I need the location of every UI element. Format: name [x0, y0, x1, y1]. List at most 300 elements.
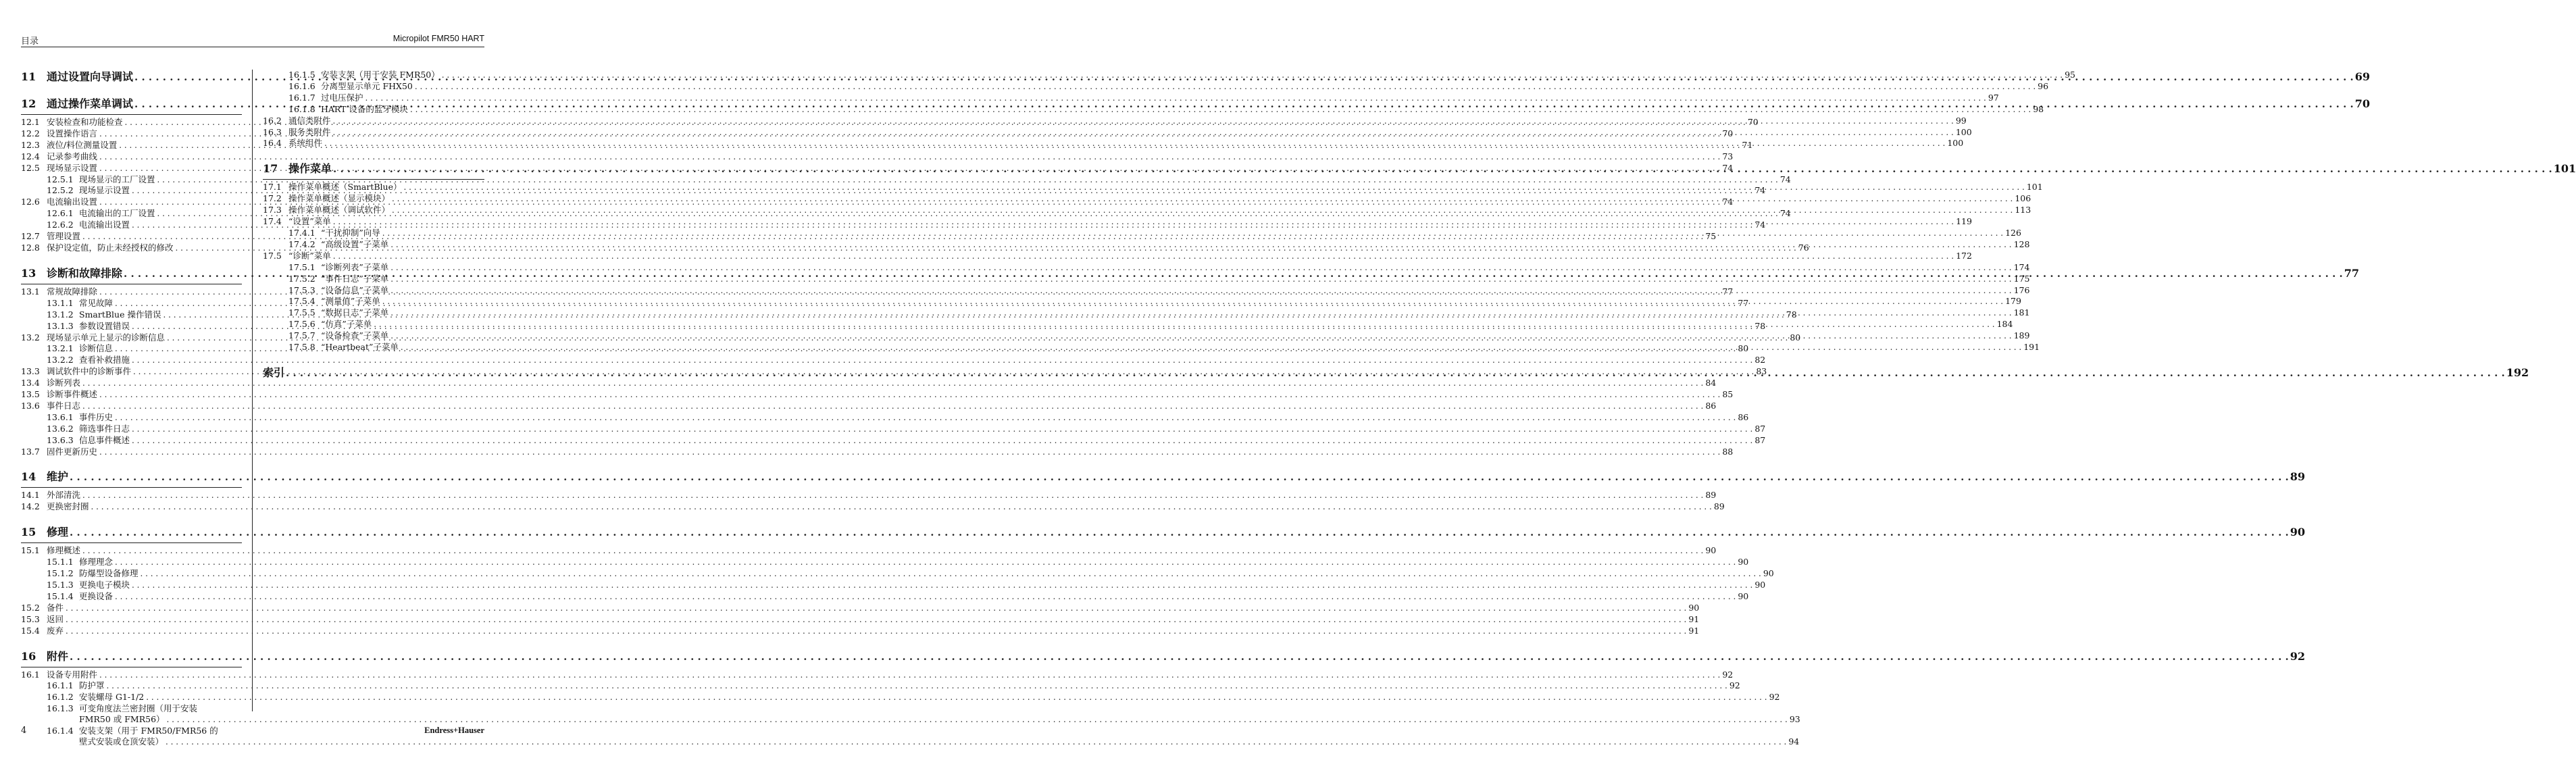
toc-chapter-heading	[21, 525, 2306, 540]
entry-number: 17.5.5	[288, 307, 315, 318]
entry-page-number: 80	[1738, 343, 1749, 354]
entry-number: 13.4	[21, 378, 40, 388]
entry-number: 16.2	[263, 115, 282, 126]
entry-page-number: 189	[2013, 330, 2030, 341]
entry-number: 17.5.4	[288, 296, 315, 307]
entry-page-number: 113	[2015, 205, 2031, 216]
entry-number: 16.1.5	[288, 70, 315, 80]
entry-title: “仿真”子菜单	[321, 319, 372, 330]
toc-entry[interactable]	[21, 378, 1717, 389]
entry-number: 12.5	[21, 162, 40, 173]
entry-title-continued: 壁式安装或仓顶安装）	[79, 736, 164, 747]
toc-entry[interactable]	[263, 103, 2044, 116]
dot-leader	[70, 649, 2289, 664]
header-document-title: Micropilot FMR50 HART	[393, 34, 484, 43]
dot-leader	[390, 285, 2011, 297]
entry-page-number: 101	[2553, 162, 2576, 176]
entry-number: 13.1.3	[47, 320, 74, 331]
entry-number: 17.5.1	[288, 261, 315, 272]
entry-title: 防护罩	[79, 680, 105, 691]
entry-title: 设备专用附件	[47, 669, 98, 680]
entry-title: 系统组件	[288, 138, 323, 149]
toc-entry[interactable]	[263, 216, 1972, 228]
entry-page-number: 176	[2013, 284, 2030, 295]
entry-number: 12.2	[21, 128, 40, 138]
entry-number: 12.5.1	[47, 174, 74, 184]
entry-title: 服务类附件	[288, 126, 331, 137]
dot-leader	[390, 262, 2011, 274]
entry-page-number: 74	[1779, 174, 1791, 184]
entry-page-number: 74	[1754, 185, 1766, 196]
entry-page-number: 83	[1756, 366, 1767, 377]
dot-leader	[82, 490, 1703, 501]
dot-leader	[404, 182, 2025, 193]
toc-entry[interactable]	[21, 423, 1766, 435]
entry-title: 更换电子模块	[79, 580, 130, 590]
dot-leader	[66, 626, 1686, 637]
entry-page-number: 96	[2038, 80, 2049, 91]
entry-number: 16.1	[21, 669, 40, 680]
entry-title: 电流输出设置	[47, 197, 98, 207]
entry-page-number: 90	[1754, 580, 1766, 590]
entry-number: 13.6.1	[47, 411, 74, 422]
dot-leader	[70, 525, 2289, 540]
entry-page-number: 78	[1786, 309, 1797, 320]
entry-number: 12.1	[21, 117, 40, 127]
dot-leader	[99, 447, 1720, 458]
entry-number: 13.1.1	[47, 297, 74, 308]
dot-leader	[365, 93, 1986, 104]
entry-page-number: 126	[2005, 227, 2021, 238]
toc-chapter-heading	[21, 649, 2306, 664]
dot-leader	[115, 591, 1736, 603]
dot-leader	[132, 580, 1752, 591]
entry-title: 记录参考曲线	[47, 151, 98, 161]
entry-number: 12.8	[21, 242, 40, 253]
entry-title: “数据日志”子菜单	[321, 307, 389, 318]
entry-number: 13.6.2	[47, 423, 74, 434]
entry-number: 13	[21, 266, 36, 280]
entry-title: 常见故障	[79, 297, 113, 308]
toc-entry[interactable]	[21, 151, 1734, 163]
entry-title: 液位/料位测量设置	[47, 139, 118, 150]
entry-page-number: 184	[1996, 319, 2013, 330]
toc-chapter-entry[interactable]	[21, 649, 2306, 664]
toc-chapter-entry[interactable]	[21, 525, 2306, 540]
toc-entry[interactable]	[21, 625, 1700, 637]
entry-page-number: 77	[1738, 297, 1749, 308]
entry-number: 13.2.2	[47, 355, 74, 365]
entry-title: “设置”菜单	[288, 216, 331, 227]
entry-number: 13.1.2	[47, 309, 74, 320]
entry-page-number: 70	[1747, 117, 1759, 127]
entry-page-number: 90	[1688, 602, 1700, 613]
entry-title: 通信类附件	[288, 115, 331, 126]
entry-number: 17.3	[263, 205, 282, 216]
entry-page-number: 69	[2354, 70, 2371, 83]
entry-page-number: 92	[1769, 692, 1780, 703]
entry-title: 安装螺母 G1-1/2	[79, 692, 145, 703]
toc-entry[interactable]	[21, 389, 1734, 401]
entry-page-number: 192	[2506, 365, 2529, 379]
entry-title: 附件	[47, 649, 69, 663]
entry-title: 操作菜单	[288, 162, 332, 176]
entry-number: 17.5.3	[288, 284, 315, 295]
dot-leader	[333, 127, 1954, 138]
dot-leader	[132, 424, 1752, 435]
entry-page-number: 101	[2026, 182, 2043, 193]
toc-entry[interactable]	[21, 580, 1766, 591]
dot-leader	[415, 81, 2036, 93]
entry-title: 安装支架（用于 FMR50/FMR56 的	[79, 726, 218, 736]
entry-page-number: 98	[2033, 103, 2044, 114]
dot-leader	[442, 70, 2063, 81]
entry-page-number: 78	[1754, 320, 1766, 331]
entry-title: 操作菜单概述（显示模块）	[288, 193, 390, 204]
entry-number: 17.1	[263, 182, 282, 193]
toc-entry[interactable]	[263, 92, 1999, 104]
entry-title: “Heartbeat”子菜单	[321, 342, 399, 353]
entry-number: 13.6.3	[47, 434, 74, 445]
dot-leader	[390, 330, 2011, 342]
entry-page-number: 89	[1713, 501, 1725, 512]
dot-leader	[286, 365, 2505, 380]
entry-title: HART 设备的蓝牙模块	[321, 103, 408, 114]
entry-number: 15.1.2	[47, 568, 74, 579]
dot-leader	[66, 603, 1686, 614]
dot-leader	[333, 216, 1954, 228]
entry-number: 16.1.6	[288, 80, 315, 91]
entry-page-number: 74	[1754, 220, 1766, 230]
entry-number: 17.5.8	[288, 342, 315, 353]
footer-page-number: 4	[21, 726, 27, 736]
entry-title: 可变角度法兰密封圈（用于安装	[79, 703, 198, 714]
header-section-title: 目录	[21, 36, 39, 47]
toc-entry[interactable]	[263, 80, 2049, 93]
entry-number: 17.5.7	[288, 330, 315, 341]
entry-page-number: 89	[2290, 470, 2306, 484]
entry-page-number: 82	[1754, 355, 1766, 365]
toc-entry[interactable]	[21, 590, 1749, 603]
entry-title: 固件更新历史	[47, 446, 98, 457]
entry-page-number: 191	[2023, 342, 2040, 353]
toc-entry[interactable]	[21, 490, 1717, 501]
toc-entry[interactable]	[21, 501, 1725, 513]
entry-number: 16.1.7	[288, 92, 315, 103]
entry-number: 16.1.3	[47, 703, 74, 714]
entry-title: 备件	[47, 602, 64, 613]
entry-number: 15.1	[21, 545, 40, 556]
toc-entry[interactable]	[21, 703, 1800, 726]
toc-entry[interactable]	[21, 692, 1780, 703]
entry-number: 15.1.4	[47, 590, 74, 601]
entry-title: “设备检查”子菜单	[321, 330, 389, 341]
toc-entry[interactable]	[21, 355, 1766, 366]
toc-entry[interactable]	[21, 557, 1749, 568]
entry-title: 索引	[263, 365, 285, 379]
dot-leader	[167, 714, 1788, 726]
entry-number: 15.3	[21, 613, 40, 624]
entry-number: 13.2	[21, 332, 40, 343]
entry-title-continued: FMR50 或 FMR56）	[79, 714, 165, 725]
toc-entry[interactable]	[21, 568, 1774, 580]
dot-leader	[390, 239, 2011, 251]
entry-number: 17.5.2	[288, 273, 315, 284]
entry-page-number: 70	[2354, 97, 2371, 110]
entry-page-number: 91	[1688, 613, 1700, 624]
entry-page-number: 94	[1788, 736, 1800, 747]
entry-page-number: 90	[2290, 526, 2306, 539]
toc-entry[interactable]	[21, 411, 1749, 424]
entry-page-number: 74	[1722, 197, 1734, 207]
toc-entry[interactable]	[21, 446, 1734, 458]
entry-page-number: 89	[1705, 490, 1717, 501]
toc-entry[interactable]	[263, 273, 2030, 285]
entry-number: 17.4.1	[288, 227, 315, 238]
entry-number: 11	[21, 70, 36, 83]
entry-title: 安装支架（用于安装 FMR50）	[321, 70, 440, 80]
entry-title: 筛选事件日志	[79, 423, 130, 434]
dot-leader	[324, 138, 1945, 149]
entry-page-number: 128	[2013, 238, 2030, 249]
entry-page-number: 85	[1722, 389, 1734, 400]
entry-page-number: 86	[1738, 411, 1749, 422]
entry-page-number: 75	[1705, 231, 1717, 242]
entry-title: 查看补救措施	[79, 355, 130, 365]
dot-leader	[132, 435, 1752, 447]
entry-number: 13.1	[21, 286, 40, 297]
entry-page-number: 76	[1798, 242, 1809, 253]
entry-number: 16.1.2	[47, 692, 74, 703]
entry-page-number: 84	[1705, 378, 1717, 388]
entry-page-number: 74	[1779, 208, 1791, 219]
entry-number: 14	[21, 470, 36, 484]
entry-title: 信息事件概述	[79, 434, 130, 445]
entry-title: 诊断事件概述	[47, 389, 98, 400]
toc-chapter-entry[interactable]	[21, 470, 2306, 484]
entry-number: 15.1.3	[47, 580, 74, 590]
entry-page-number: 87	[1754, 434, 1766, 445]
dot-leader	[401, 342, 2021, 353]
entry-number: 13.7	[21, 446, 40, 457]
entry-number: 14.1	[21, 490, 40, 501]
entry-title-line	[79, 703, 1800, 714]
entry-title: 现场显示单元上显示的诊断信息	[47, 332, 166, 343]
footer-brand-logo: Endress+Hauser	[424, 726, 484, 735]
entry-page-number: 77	[2344, 266, 2360, 280]
entry-page-number: 90	[1738, 557, 1749, 567]
entry-page-number: 181	[2013, 307, 2030, 318]
entry-title: 操作菜单概述（调试软件）	[288, 205, 390, 216]
entry-number: 16.1.8	[288, 103, 315, 114]
entry-title: 保护设定值，防止未经授权的修改	[47, 242, 174, 253]
dot-leader	[146, 692, 1767, 703]
entry-title-line	[79, 736, 1799, 748]
entry-title: 更换设备	[79, 590, 113, 601]
entry-title: 常规故障排除	[47, 286, 98, 297]
entry-title: “事件日志”子菜单	[321, 273, 389, 284]
entry-number: 17.4	[263, 216, 282, 227]
entry-title: “诊断”菜单	[288, 250, 331, 261]
entry-title: 诊断和故障排除	[47, 266, 123, 280]
entry-title: 修理概述	[47, 545, 81, 556]
entry-page-number: 179	[2005, 296, 2021, 307]
entry-title: 分离型显示单元 FHX50	[321, 80, 413, 91]
entry-number: 13.6	[21, 400, 40, 411]
entry-title: 参数设置错误	[79, 320, 130, 331]
entry-page-number: 100	[1955, 126, 1972, 137]
entry-title-line	[79, 714, 1800, 726]
dot-leader	[91, 501, 1712, 513]
entry-title: 现场显示的工厂设置	[79, 174, 155, 184]
entry-page-number: 74	[1722, 162, 1734, 173]
entry-title: 修理理念	[79, 557, 113, 567]
entry-page-number: 71	[1742, 139, 1753, 150]
entry-number: 13.2.1	[47, 343, 74, 354]
entry-number: 13.5	[21, 389, 40, 400]
entry-page-number: 88	[1722, 446, 1734, 457]
toc-entry[interactable]	[21, 174, 1791, 186]
dot-leader	[82, 545, 1703, 557]
entry-page-number: 92	[1722, 669, 1734, 680]
entry-title: 修理	[47, 526, 69, 539]
entry-title: 外部清洗	[47, 490, 81, 501]
dot-leader	[141, 568, 1761, 580]
dot-leader	[410, 104, 2031, 116]
entry-page-number: 77	[1722, 286, 1734, 297]
dot-leader	[107, 680, 1727, 692]
toc-entry[interactable]	[21, 669, 1734, 681]
toc-chapter-block	[21, 525, 2306, 636]
dot-leader	[382, 296, 2003, 307]
dot-leader	[115, 412, 1736, 424]
entry-page-number: 91	[1688, 625, 1700, 636]
dot-leader	[70, 470, 2289, 484]
dot-leader	[66, 614, 1686, 626]
dot-leader	[390, 307, 2011, 319]
entry-number: 17.5	[263, 250, 282, 261]
entry-number: 16	[21, 649, 36, 663]
entry-title: 调试软件中的诊断事件	[47, 366, 132, 377]
entry-page-number: 92	[1729, 680, 1740, 691]
toc-entry[interactable]	[263, 70, 2075, 81]
toc-entry[interactable]	[21, 680, 1740, 692]
entry-number: 14.2	[21, 501, 40, 512]
entry-page-number: 97	[1988, 92, 1999, 103]
entry-number: 15.1.1	[47, 557, 74, 567]
entry-number: 12.6	[21, 197, 40, 207]
dot-leader	[99, 669, 1720, 681]
dot-leader	[99, 389, 1720, 401]
entry-title-block	[79, 703, 1800, 726]
entry-number: 12.7	[21, 231, 40, 242]
entry-title: 事件日志	[47, 400, 81, 411]
entry-page-number: 90	[1738, 590, 1749, 601]
chapter-rule	[263, 179, 484, 180]
toc-chapter-heading	[21, 470, 2306, 484]
entry-title: 电流输出的工厂设置	[79, 208, 155, 219]
dot-leader	[392, 205, 2013, 216]
entry-number: 17.2	[263, 193, 282, 204]
entry-title: “诊断列表”子菜单	[321, 261, 389, 272]
dot-leader	[382, 228, 2003, 239]
dot-leader	[390, 274, 2011, 285]
entry-page-number: 174	[2013, 261, 2030, 272]
toc-entry[interactable]	[21, 613, 1700, 626]
entry-page-number: 95	[2065, 70, 2075, 80]
entry-number: 12.5.2	[47, 185, 74, 196]
entry-title: 电流输出设置	[79, 220, 130, 230]
entry-number: 16.3	[263, 126, 282, 137]
entry-title-line	[79, 726, 1799, 736]
entry-title: 诊断列表	[47, 378, 81, 388]
toc-entry[interactable]	[21, 434, 1766, 447]
entry-title: 操作菜单概述（SmartBlue）	[288, 182, 402, 193]
entry-title: 诊断信息	[79, 343, 113, 354]
toc-entry[interactable]	[21, 545, 1717, 557]
entry-title: “设备信息”子菜单	[321, 284, 389, 295]
toc-entry[interactable]	[263, 261, 2030, 274]
entry-page-number: 175	[2013, 273, 2030, 284]
entry-title: “干扰抑制”向导	[321, 227, 380, 238]
toc-entry[interactable]	[263, 250, 1972, 262]
entry-page-number: 119	[1956, 216, 1972, 227]
entry-page-number: 93	[1789, 714, 1800, 725]
entry-title: 废弃	[47, 625, 64, 636]
dot-leader	[392, 193, 2013, 205]
entry-title: “测量值”子菜单	[321, 296, 380, 307]
chapter-rule	[21, 114, 242, 115]
entry-title: 安装检查和功能检查	[47, 117, 123, 127]
entry-title: 现场显示设置	[47, 162, 98, 173]
entry-title: 过电压保护	[321, 92, 363, 103]
entry-number: 12	[21, 97, 36, 110]
entry-title: SmartBlue 操作错误	[79, 309, 161, 320]
chapter-rule	[21, 542, 242, 543]
entry-title: 现场显示设置	[79, 185, 130, 196]
entry-title: 返回	[47, 613, 64, 624]
entry-title: 防爆型设备修理	[79, 568, 138, 579]
entry-page-number: 100	[1947, 138, 1964, 149]
entry-page-number: 172	[1956, 250, 1972, 261]
entry-number: 15.2	[21, 602, 40, 613]
entry-number: 16.1.4	[47, 726, 74, 736]
entry-number: 17.5.6	[288, 319, 315, 330]
dot-leader	[374, 319, 1994, 330]
entry-page-number: 90	[1705, 545, 1717, 556]
entry-number: 15	[21, 526, 36, 539]
dot-leader	[82, 401, 1703, 412]
entry-number: 12.6.2	[47, 220, 74, 230]
entry-title: 事件历史	[79, 411, 113, 422]
entry-number: 13.3	[21, 366, 40, 377]
entry-title: 通过操作菜单调试	[47, 97, 134, 110]
entry-number: 16.4	[263, 138, 282, 149]
entry-number: 12.3	[21, 139, 40, 150]
entry-title-block	[79, 726, 1799, 748]
entry-title: 更换密封圈	[47, 501, 89, 512]
entry-title: “高级设置”子菜单	[321, 238, 389, 249]
entry-page-number: 87	[1754, 423, 1766, 434]
entry-page-number: 99	[1955, 115, 1967, 126]
entry-page-number: 80	[1790, 332, 1801, 343]
dot-leader	[115, 557, 1736, 568]
entry-page-number: 90	[1763, 568, 1774, 579]
entry-title: 通过设置向导调试	[47, 70, 134, 83]
toc-entry[interactable]	[21, 400, 1717, 412]
toc-entry[interactable]	[21, 602, 1700, 614]
entry-number: 17.4.2	[288, 238, 315, 249]
